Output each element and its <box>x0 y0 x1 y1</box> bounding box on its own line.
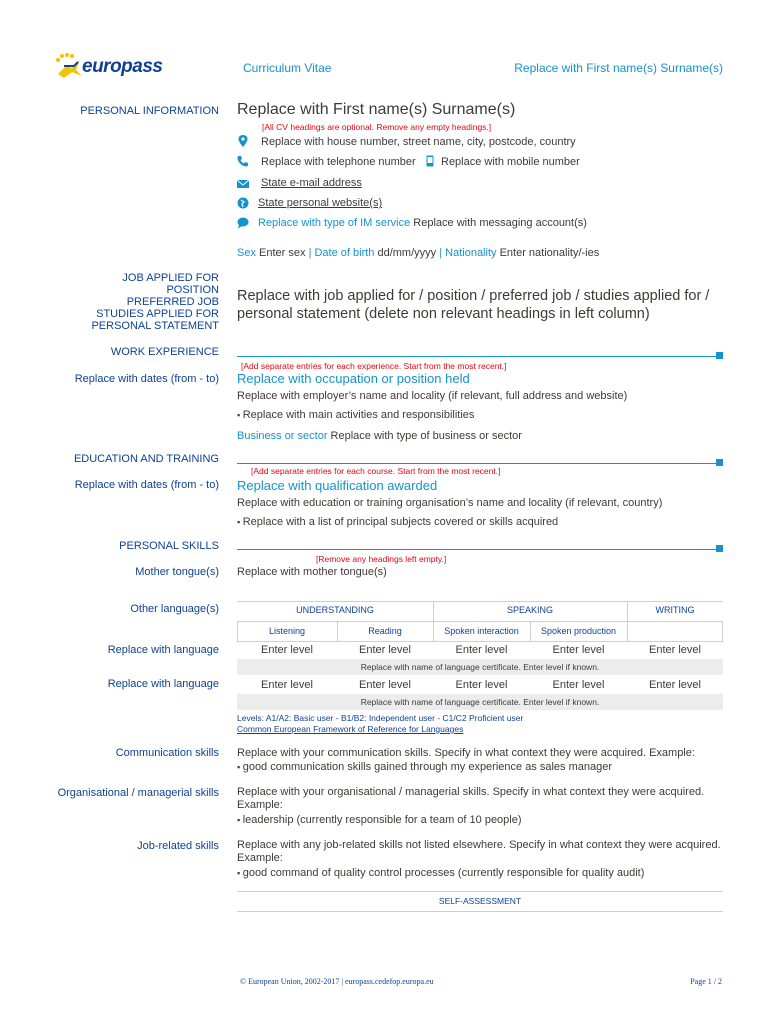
personal-name: Replace with First name(s) Surname(s) <box>237 101 516 118</box>
language-label: Replace with language <box>107 644 219 656</box>
education-note: [Add separate entries for each course. Start from the most recent.] <box>251 466 501 476</box>
section-marker <box>716 459 723 466</box>
nationality-value: Enter nationality/-ies <box>499 247 600 259</box>
telephone-text: Replace with telephone number <box>261 156 416 168</box>
sector-value: Replace with type of business or sector <box>330 430 522 442</box>
education-organisation: Replace with education or training organisation’s name and locality (if relevant, country) <box>237 497 663 509</box>
work-sector-line <box>237 429 522 443</box>
table-border <box>237 601 723 602</box>
sector-label: Business or sector <box>237 430 328 442</box>
address-text: Replace with house number, street name, city, postcode, country <box>261 136 576 148</box>
personal-note: [All CV headings are optional. Remove any empty headings.] <box>262 122 492 132</box>
mother-tongue-label: Mother tongue(s) <box>135 566 219 578</box>
table-border <box>237 641 723 642</box>
section-marker <box>716 352 723 359</box>
education-subjects: ▪ Replace with a list of principal subjects covered or skills acquired <box>237 515 558 529</box>
im-label: Replace with type of IM service <box>258 217 411 229</box>
sex-value: Enter sex <box>259 247 306 259</box>
level-writing: Enter level <box>649 644 701 656</box>
logo-text: europass <box>82 56 163 77</box>
work-experience-label: WORK EXPERIENCE <box>110 346 219 358</box>
work-title: Replace with occupation or position held <box>237 371 470 386</box>
cv-title: Curriculum Vitae <box>243 61 332 75</box>
self-assessment-header: SELF-ASSESSMENT <box>438 896 522 906</box>
speaking-header: SPEAKING <box>506 605 553 615</box>
communication-example: ▪ good communication skills gained through my experience as sales manager <box>237 760 612 774</box>
level-production: Enter level <box>552 644 605 656</box>
work-employer: Replace with employer’s name and locality (if relevant, full address and website) <box>237 390 628 402</box>
mother-tongue-value: Replace with mother tongue(s) <box>237 566 387 578</box>
europass-logo <box>52 52 162 82</box>
level-reading: Enter level <box>359 679 411 691</box>
education-title: Replace with qualification awarded <box>237 478 438 493</box>
communication-label: Communication skills <box>115 747 219 759</box>
writing-header: WRITING <box>655 605 695 615</box>
email-link[interactable]: State e-mail address <box>261 177 362 189</box>
spoken-interaction-header: Spoken interaction <box>444 626 519 636</box>
chat-icon <box>237 217 249 229</box>
understanding-header: UNDERSTANDING <box>296 605 374 615</box>
level-reading: Enter level <box>359 644 411 656</box>
job-related-text: Replace with any job-related skills not listed elsewhere. Specify in what context they were acquired. Example: <box>237 839 721 864</box>
section-divider <box>237 356 723 357</box>
table-border <box>237 621 723 622</box>
separator: | <box>439 247 443 259</box>
framework-link[interactable]: Common European Framework of Reference for Languages <box>237 724 464 734</box>
work-dates: Replace with dates (from - to) <box>74 373 219 385</box>
spoken-production-header: Spoken production <box>540 626 617 636</box>
footer-copyright: © European Union, 2002-2017 | europass.cedefop.europa.eu <box>240 977 434 986</box>
personal-info-label: PERSONAL INFORMATION <box>80 105 219 117</box>
im-value: Replace with messaging account(s) <box>413 217 587 229</box>
level-production: Enter level <box>552 679 605 691</box>
nationality-label: Nationality <box>445 247 497 259</box>
location-icon <box>237 135 249 147</box>
section-marker <box>716 545 723 552</box>
website-icon <box>237 197 249 209</box>
mobile-text: Replace with mobile number <box>441 156 580 168</box>
personal-skills-label: PERSONAL SKILLS <box>119 540 219 552</box>
level-interaction: Enter level <box>455 679 508 691</box>
level-writing: Enter level <box>649 679 701 691</box>
organisational-example: ▪ leadership (currently responsible for a team of 10 people) <box>237 813 522 827</box>
job-related-label: Job-related skills <box>137 840 219 852</box>
im-line <box>258 216 587 230</box>
sex-label: Sex <box>237 247 256 259</box>
section-divider <box>237 463 723 464</box>
other-languages-label: Other language(s) <box>130 603 219 615</box>
work-note: [Add separate entries for each experience. Start from the most recent.] <box>241 361 507 371</box>
level-listening: Enter level <box>261 644 313 656</box>
job-applied-labels <box>91 272 219 332</box>
personal-statement-label: PERSONAL STATEMENT <box>91 320 219 332</box>
level-listening: Enter level <box>261 679 313 691</box>
skills-note: [Remove any headings left empty.] <box>316 554 447 564</box>
job-applied-label: JOB APPLIED FOR <box>122 272 219 284</box>
language-certificate: Replace with name of language certificate. Enter level if known. <box>237 694 723 710</box>
dob-label: Date of birth <box>314 247 375 259</box>
personal-details-line <box>237 246 599 260</box>
telephone-icon <box>237 155 249 167</box>
levels-note: Levels: A1/A2: Basic user - B1/B2: Independent user - C1/C2 Proficient user <box>237 713 524 723</box>
separator: | <box>308 247 312 259</box>
organisational-text: Replace with your organisational / managerial skills. Specify in what context they were acquired. Example: <box>237 786 705 811</box>
position-label: POSITION <box>166 284 219 296</box>
table-border <box>722 621 723 642</box>
communication-text: Replace with your communication skills. Specify in what context they were acquired. Example: <box>237 747 695 759</box>
work-activities: ▪ Replace with main activities and responsibilities <box>237 408 474 422</box>
language-label: Replace with language <box>107 678 219 690</box>
level-interaction: Enter level <box>455 644 508 656</box>
job-applied-text: Replace with job applied for / position / preferred job / studies applied for / personal statement (delete non relevant headings in left column) <box>237 288 710 322</box>
reading-header: Reading <box>368 626 402 636</box>
language-certificate: Replace with name of language certificate. Enter level if known. <box>237 659 723 675</box>
section-divider <box>237 549 723 550</box>
organisational-label: Organisational / managerial skills <box>57 787 219 799</box>
footer-page: Page 1 / 2 <box>690 977 722 986</box>
education-dates: Replace with dates (from - to) <box>74 479 219 491</box>
job-related-example: ▪ good command of quality control processes (currently responsible for quality audit) <box>237 866 644 880</box>
listening-header: Listening <box>268 626 306 636</box>
dob-value: dd/mm/yyyy <box>377 247 437 259</box>
table-border <box>237 911 723 912</box>
studies-applied-label: STUDIES APPLIED FOR <box>96 308 219 320</box>
preferred-job-label: PREFERRED JOB <box>126 296 219 308</box>
header-name: Replace with First name(s) Surname(s) <box>514 61 723 75</box>
website-link[interactable]: State personal website(s) <box>258 197 383 209</box>
email-icon <box>237 178 249 190</box>
education-label: EDUCATION AND TRAINING <box>73 453 219 465</box>
table-border <box>237 891 723 892</box>
mobile-icon <box>425 155 435 167</box>
